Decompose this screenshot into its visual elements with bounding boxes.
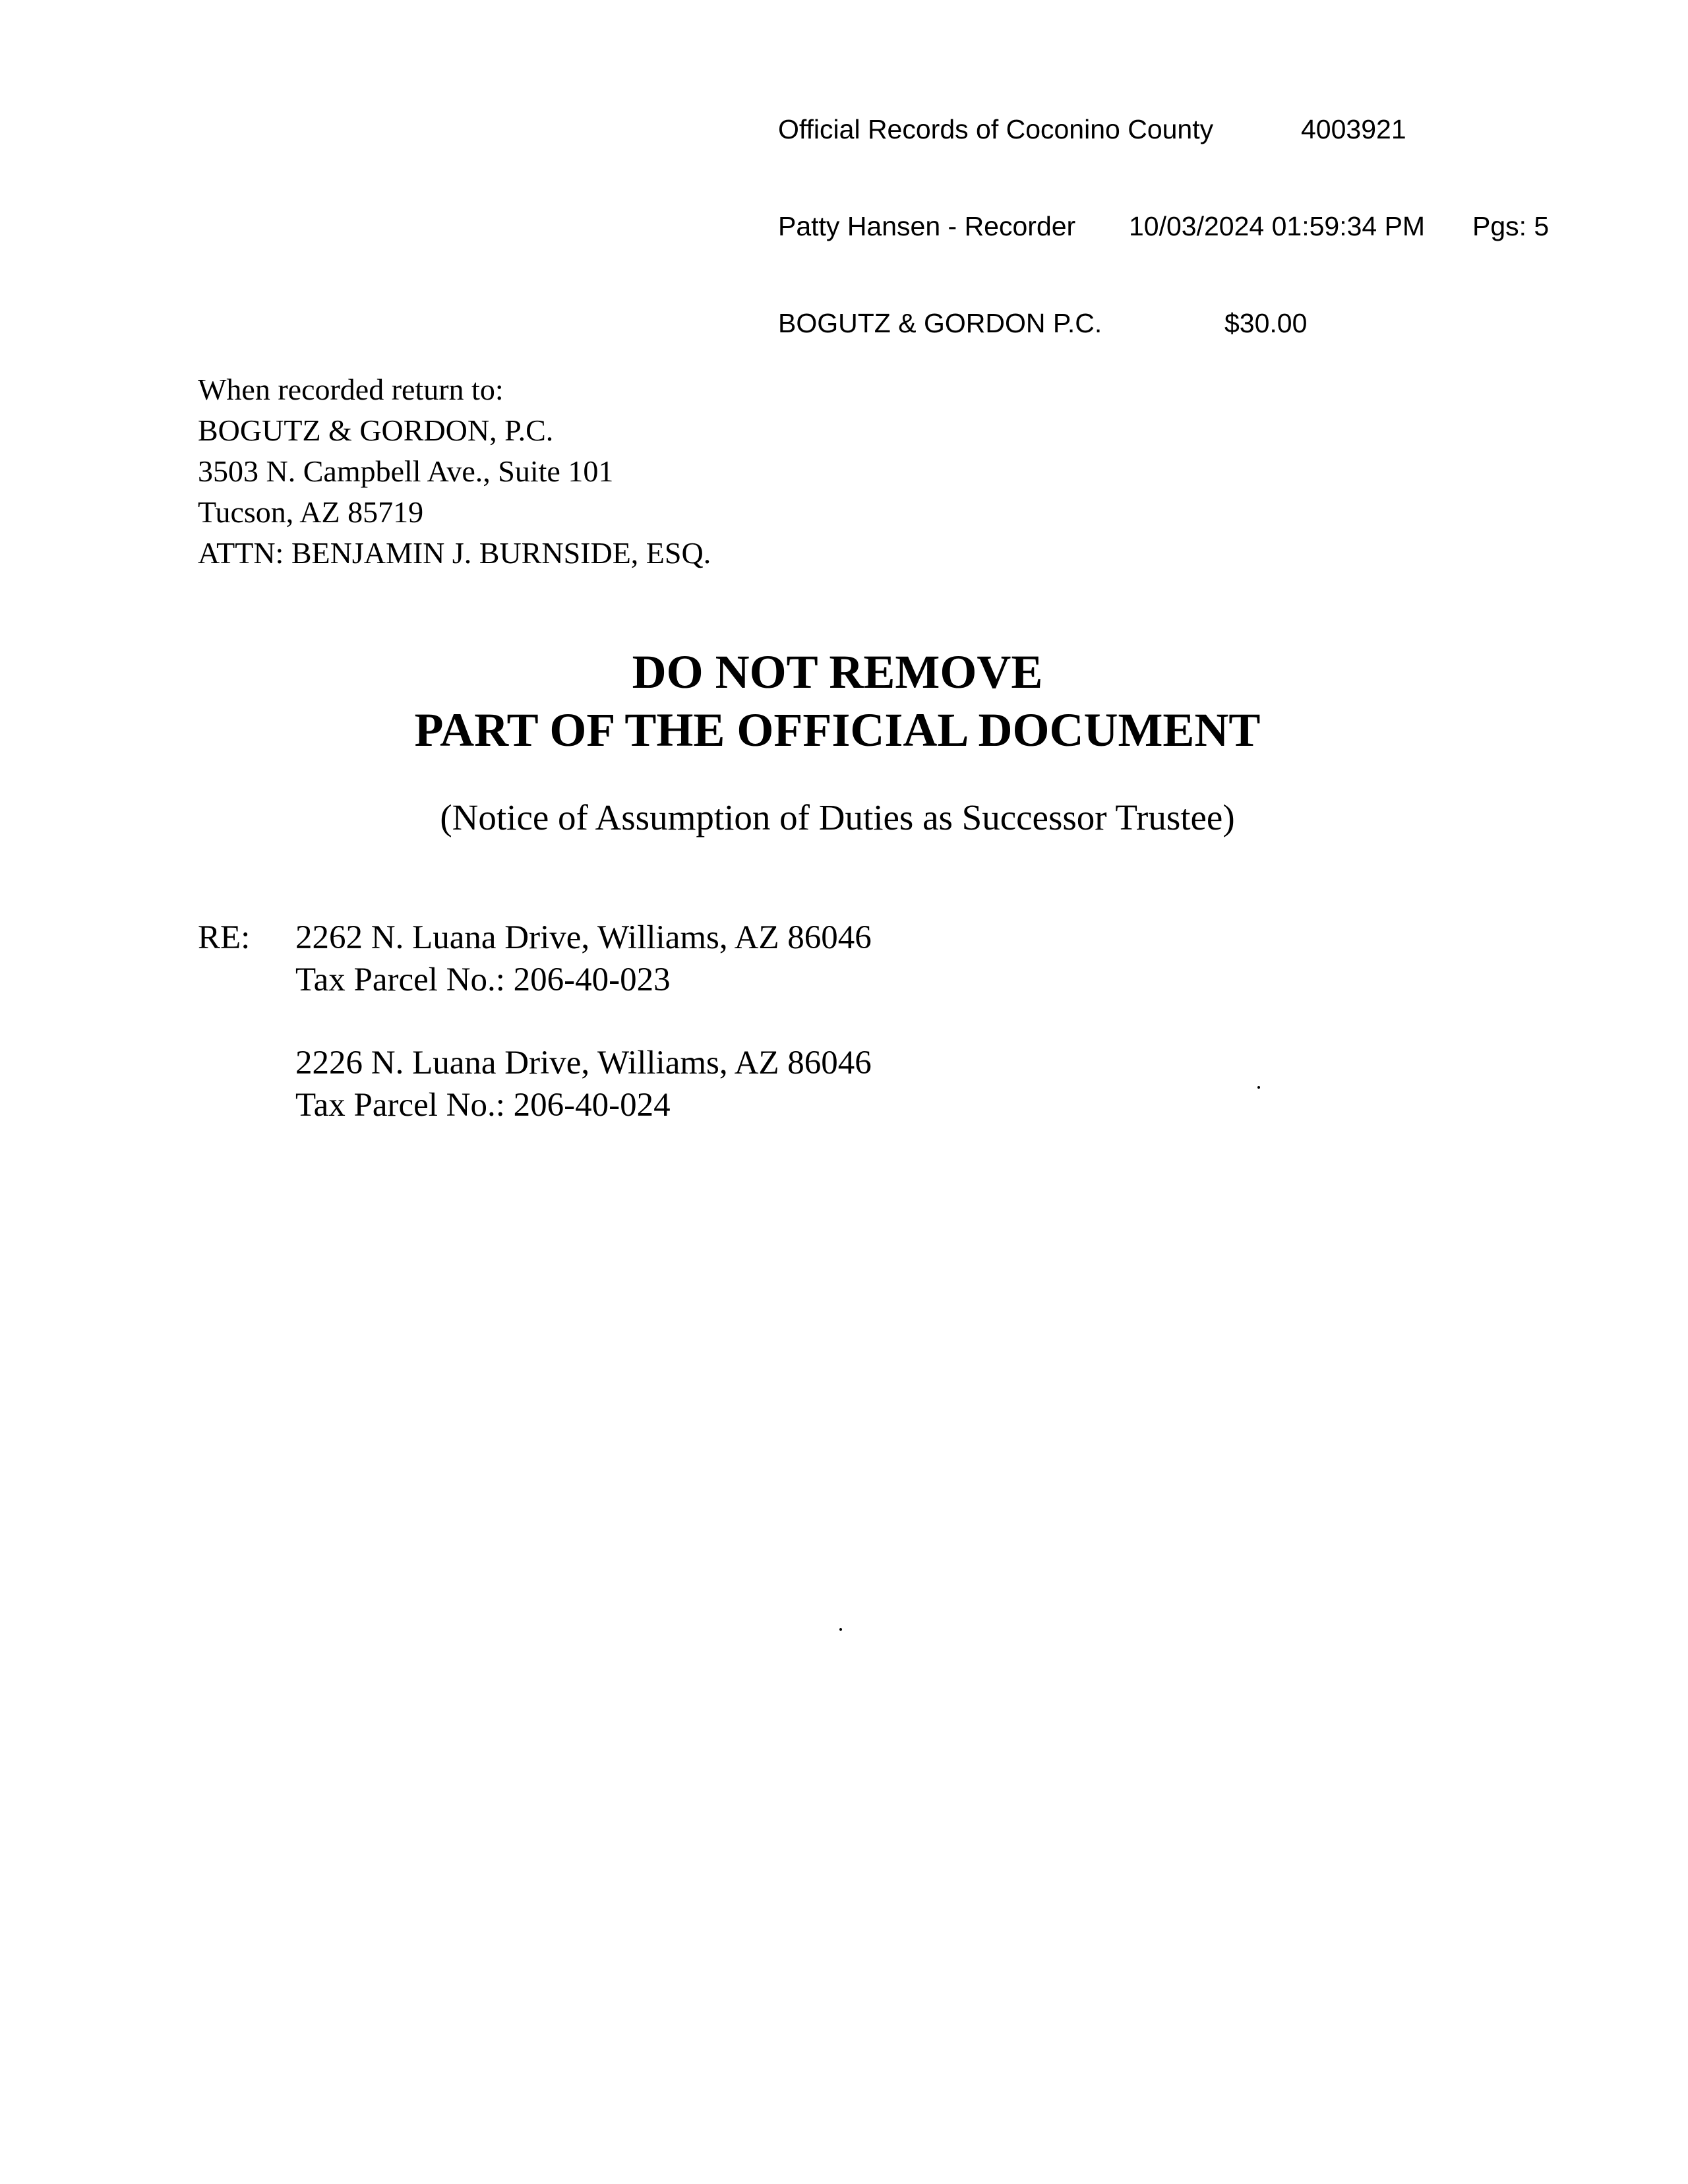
recorder-office: Official Records of Coconino County — [778, 114, 1214, 144]
recorder-name: Patty Hansen - Recorder — [778, 211, 1076, 241]
property-parcel: Tax Parcel No.: 206-40-023 — [295, 961, 671, 998]
page-count: Pgs: 5 — [1472, 211, 1550, 241]
property-address: 2262 N. Luana Drive, Williams, AZ 86046 — [295, 919, 872, 956]
notice-heading-line-2: PART OF THE OFFICIAL DOCUMENT — [414, 704, 1261, 756]
recorder-stamp-line-2 — [778, 210, 1550, 243]
scan-speck — [1257, 1086, 1260, 1089]
notice-subtitle: (Notice of Assumption of Duties as Successor Trustee) — [440, 797, 1235, 837]
recording-datetime: 10/03/2024 01:59:34 PM — [1129, 211, 1426, 241]
property-address: 2226 N. Luana Drive, Williams, AZ 86046 — [295, 1045, 872, 1081]
recorder-stamp-line-1 — [778, 113, 1406, 146]
re-label: RE: — [198, 919, 251, 956]
scan-speck — [839, 1628, 842, 1631]
submitter-name: BOGUTZ & GORDON P.C. — [778, 308, 1102, 338]
return-address-line-1: 3503 N. Campbell Ave., Suite 101 — [198, 454, 614, 488]
return-heading: When recorded return to: — [198, 373, 504, 406]
document-number: 4003921 — [1301, 114, 1406, 144]
property-parcel: Tax Parcel No.: 206-40-024 — [295, 1087, 671, 1124]
return-attention: ATTN: BENJAMIN J. BURNSIDE, ESQ. — [198, 536, 711, 570]
return-firm: BOGUTZ & GORDON, P.C. — [198, 413, 554, 447]
property-item — [295, 1042, 872, 1126]
notice-heading-line-1: DO NOT REMOVE — [632, 646, 1043, 698]
return-address-line-2: Tucson, AZ 85719 — [198, 495, 424, 529]
property-list — [295, 917, 872, 1167]
property-item — [295, 917, 872, 1001]
recorder-stamp-line-3 — [778, 307, 1308, 340]
return-address-block — [198, 369, 711, 574]
recorder-stamp — [778, 49, 1550, 372]
recording-fee: $30.00 — [1224, 308, 1308, 338]
